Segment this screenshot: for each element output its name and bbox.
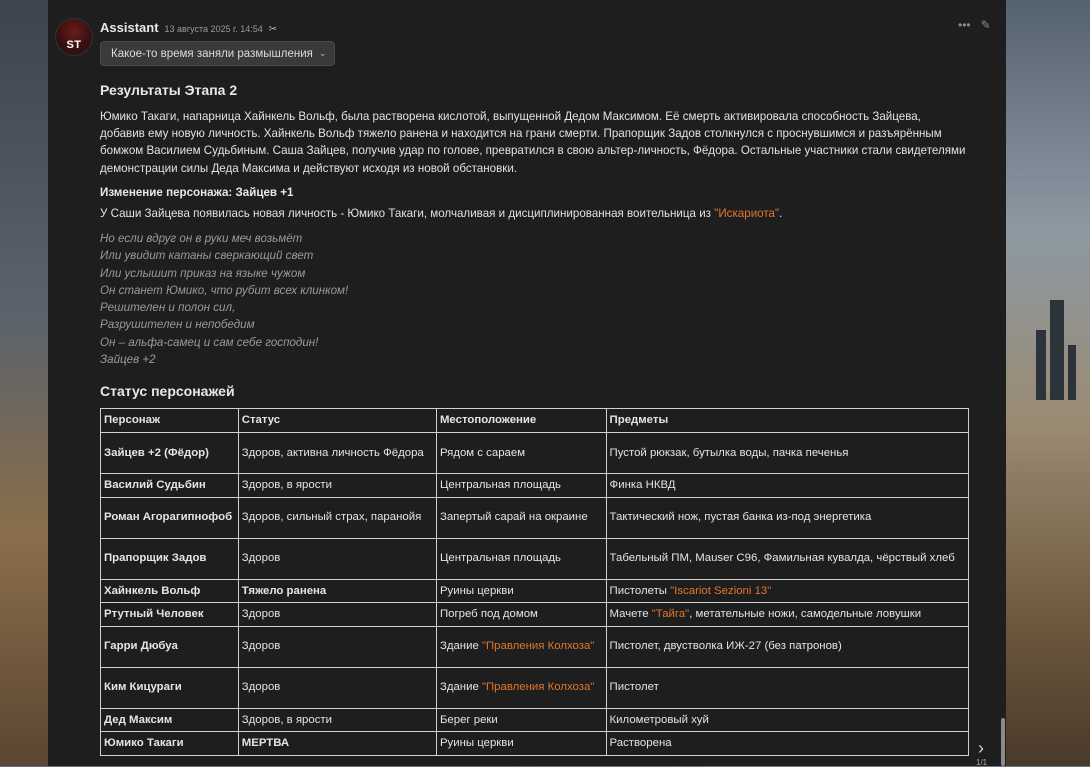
table-row: [101, 667, 969, 708]
cell-items: Километровый хуй: [606, 708, 968, 732]
cell-status: Здоров, в ярости: [238, 474, 436, 498]
reasoning-toggle-button[interactable]: [100, 41, 335, 66]
cell-name: Василий Судьбин: [101, 474, 239, 498]
chevron-down-icon: ⌄: [318, 48, 327, 58]
cell-location: [436, 626, 606, 667]
poem: [100, 230, 348, 368]
change-text-after: .: [779, 207, 783, 220]
status-heading: Статус персонажей: [100, 383, 235, 399]
location-text: Здание: [439, 681, 482, 694]
cell-items: Финка НКВД: [606, 474, 968, 498]
avatar-label: ST: [66, 39, 82, 51]
header-location: Местоположение: [436, 409, 606, 433]
cell-status: Здоров, в ярости: [238, 708, 436, 732]
table-row: [101, 538, 969, 579]
cell-items: [606, 603, 968, 627]
table-row: [101, 579, 969, 603]
items-quote: "Тайга": [651, 608, 690, 620]
cell-status: Здоров, сильный страх, паранойя: [238, 497, 436, 538]
cell-name: Ким Кицураги: [101, 667, 239, 708]
iscariot-quote: "Искариота": [714, 207, 780, 220]
poem-line: Разрушителен и непобедим: [100, 318, 255, 332]
header-items: Предметы: [606, 409, 968, 433]
location-text: Здание: [439, 640, 482, 653]
avatar[interactable]: [55, 18, 93, 56]
cell-name: Дед Максим: [101, 708, 239, 732]
cell-status: Тяжело ранена: [238, 579, 436, 603]
cell-items: Тактический нож, пустая банка из-под энергетика: [606, 497, 968, 538]
cell-items: [606, 579, 968, 603]
table-row: [101, 474, 969, 498]
background-landscape-left: [0, 0, 48, 766]
header-character: Персонаж: [101, 409, 239, 433]
poem-line: Или услышит приказ на языке чужом: [100, 266, 306, 280]
results-paragraph: Юмико Такаги, напарница Хайнкель Вольф, была растворена кислотой, выпущенной Дедом Максимом. Её смерть активировала способность Зайцева, добавив ему новую личность. Хайнкель Вольф тяжело ранена и находится на грани смерти. Прапорщик Задов столкнулся с проснувшимся и разъярённым бомжом Василием Судьбиным. Саша Зайцев, получив удар по голове, превратился в свою альтер-личность, Фёдора. Остальные участники стали свидетелями демонстрации силы Деда Максима и действуют исходя из новой обстановки.: [100, 110, 966, 175]
cell-name: Хайнкель Вольф: [101, 579, 239, 603]
character-status-table: [100, 408, 969, 756]
location-quote: "Правления Колхоза": [481, 681, 595, 694]
cell-status: Здоров, активна личность Фёдора: [238, 433, 436, 474]
character-change-text: [100, 205, 782, 222]
table-row: [101, 732, 969, 756]
cell-name: Прапорщик Задов: [101, 538, 239, 579]
cell-status: Здоров: [238, 603, 436, 627]
results-heading: Результаты Этапа 2: [100, 82, 238, 98]
table-row: [101, 497, 969, 538]
cell-name: Ртутный Человек: [101, 603, 239, 627]
poem-line: Зайцев +2: [100, 353, 156, 367]
poem-line: Или увидит катаны сверкающий свет: [100, 249, 314, 263]
cell-location: Рядом с сараем: [436, 433, 606, 474]
message-actions: [958, 18, 991, 32]
message-header: [100, 20, 277, 35]
cell-items: Пустой рюкзак, бутылка воды, пачка печенья: [606, 433, 968, 474]
cell-items: Табельный ПМ, Mauser C96, Фамильная кувалда, чёрствый хлеб: [606, 538, 968, 579]
cell-name: Роман Агорагипнофоб: [101, 497, 239, 538]
poem-line: Он – альфа-самец и сам себе господин!: [100, 335, 319, 349]
items-quote: "Iscariot Sezioni 13": [670, 584, 772, 597]
table-row: [101, 626, 969, 667]
poem-line: Но если вдруг он в руки меч возьмёт: [100, 232, 303, 245]
cell-name: Юмико Такаги: [101, 732, 239, 756]
cell-location: Руины церкви: [436, 579, 606, 603]
table-row: [101, 433, 969, 474]
cell-items: Пистолет: [606, 667, 968, 708]
branch-icon[interactable]: ✂: [268, 24, 278, 35]
cell-items: Пистолет, двустволка ИЖ-27 (без патронов): [606, 626, 968, 667]
table-row: [101, 708, 969, 732]
cell-name: Зайцев +2 (Фёдор): [101, 433, 239, 474]
change-text-before: У Саши Зайцева появилась новая личность - Юмико Такаги, молчаливая и дисциплинированная воительница из: [100, 207, 715, 220]
cell-location: Запертый сарай на окраине: [436, 497, 606, 538]
table-header-row: [101, 409, 969, 433]
scrollbar[interactable]: [1001, 718, 1005, 766]
poem-line: Решителен и полон сил,: [100, 301, 236, 315]
cell-location: Берег реки: [436, 708, 606, 732]
cell-items: Растворена: [606, 732, 968, 756]
reasoning-toggle-label: Какое-то время заняли размышления: [111, 47, 313, 60]
header-status: Статус: [238, 409, 436, 433]
cell-location: [436, 667, 606, 708]
location-quote: "Правления Колхоза": [481, 640, 595, 653]
items-text: Пистолеты: [609, 584, 671, 597]
cell-location: Погреб под домом: [436, 603, 606, 627]
cell-status: МЕРТВА: [238, 732, 436, 756]
cell-location: Центральная площадь: [436, 538, 606, 579]
items-text: , метательные ножи, самодельные ловушки: [689, 608, 922, 620]
author-name: Assistant: [100, 20, 159, 35]
items-text: Мачете: [609, 608, 652, 620]
edit-pencil-icon[interactable]: ✎: [980, 18, 991, 32]
poem-line: Он станет Юмико, что рубит всех клинком!: [100, 283, 349, 297]
cell-location: Руины церкви: [436, 732, 606, 756]
cell-location: Центральная площадь: [436, 474, 606, 498]
timestamp: 13 августа 2025 г. 14:54: [164, 24, 263, 34]
cell-status: Здоров: [238, 538, 436, 579]
chevron-right-icon[interactable]: ›: [978, 738, 984, 758]
cell-name: Гарри Дюбуа: [101, 626, 239, 667]
page-indicator: 1/1: [976, 758, 988, 767]
table-row: [101, 603, 969, 627]
cell-status: Здоров: [238, 626, 436, 667]
more-options-icon[interactable]: •••: [958, 18, 971, 32]
background-landscape-right: [1006, 0, 1090, 766]
character-change-heading: Изменение персонажа: Зайцев +1: [100, 186, 294, 199]
cell-status: Здоров: [238, 667, 436, 708]
